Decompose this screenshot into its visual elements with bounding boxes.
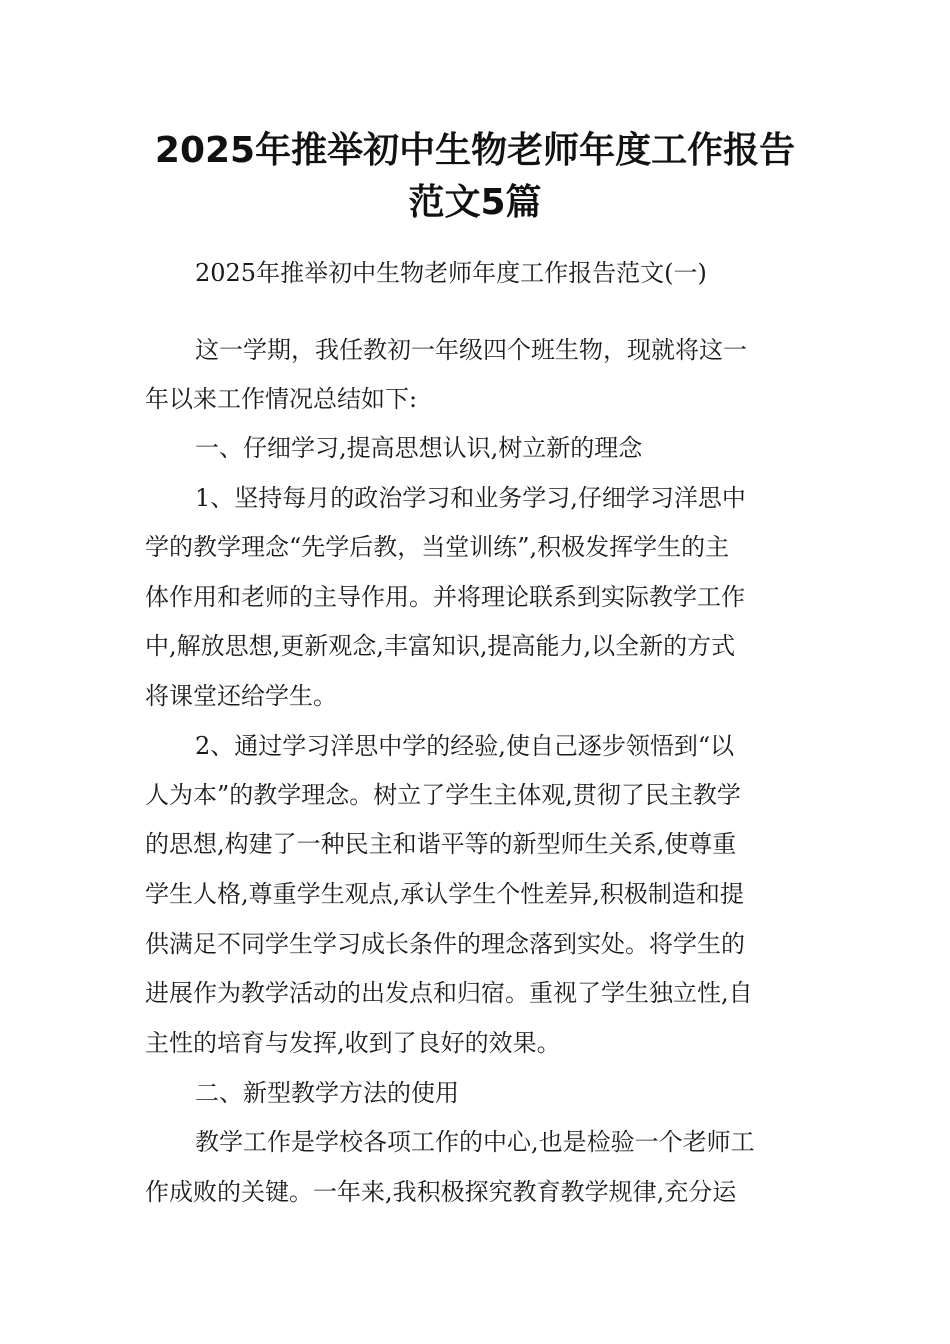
paragraph-line: 进展作为教学活动的出发点和归宿。重视了学生独立性,自 — [145, 979, 753, 1007]
section-heading: 二、新型教学方法的使用 — [195, 1079, 459, 1107]
paragraph-line: 的思想,构建了一种民主和谐平等的新型师生关系,使尊重 — [145, 830, 737, 858]
paragraph-line: 将课堂还给学生。 — [145, 682, 337, 710]
section-heading: 一、仔细学习,提高思想认识,树立新的理念 — [195, 434, 643, 462]
paragraph-line: 作成败的关键。一年来,我积极探究教育教学规律,充分运 — [145, 1178, 737, 1206]
paragraph-line: 学生人格,尊重学生观点,承认学生个性差异,积极制造和提 — [145, 880, 744, 908]
section-heading: 2025年推举初中生物老师年度工作报告范文(一) — [195, 259, 707, 287]
paragraph-line: 人为本”的教学理念。树立了学生主体观,贯彻了民主教学 — [145, 781, 741, 809]
paragraph-line: 这一学期，我任教初一年级四个班生物，现就将这一 — [195, 336, 747, 364]
paragraph-line: 体作用和老师的主导作用。并将理论联系到实际教学工作 — [145, 583, 745, 611]
paragraph-line: 2、通过学习洋思中学的经验,使自己逐步领悟到“以 — [195, 732, 735, 760]
document-title-line-2: 范文5篇 — [408, 182, 542, 223]
document-title-line-1: 2025年推举初中生物老师年度工作报告 — [154, 130, 796, 171]
paragraph-line: 年以来工作情况总结如下: — [145, 385, 418, 413]
paragraph-line: 供满足不同学生学习成长条件的理念落到实处。将学生的 — [145, 930, 745, 958]
paragraph-line: 教学工作是学校各项工作的中心,也是检验一个老师工 — [195, 1128, 755, 1156]
paragraph-line: 1、坚持每月的政治学习和业务学习,仔细学习洋思中 — [195, 484, 746, 512]
paragraph-line: 主性的培育与发挥,收到了良好的效果。 — [145, 1029, 561, 1057]
paragraph-line: 中,解放思想,更新观念,丰富知识,提高能力,以全新的方式 — [145, 632, 736, 660]
paragraph-line: 学的教学理念“先学后教，当堂训练”,积极发挥学生的主 — [145, 533, 730, 561]
